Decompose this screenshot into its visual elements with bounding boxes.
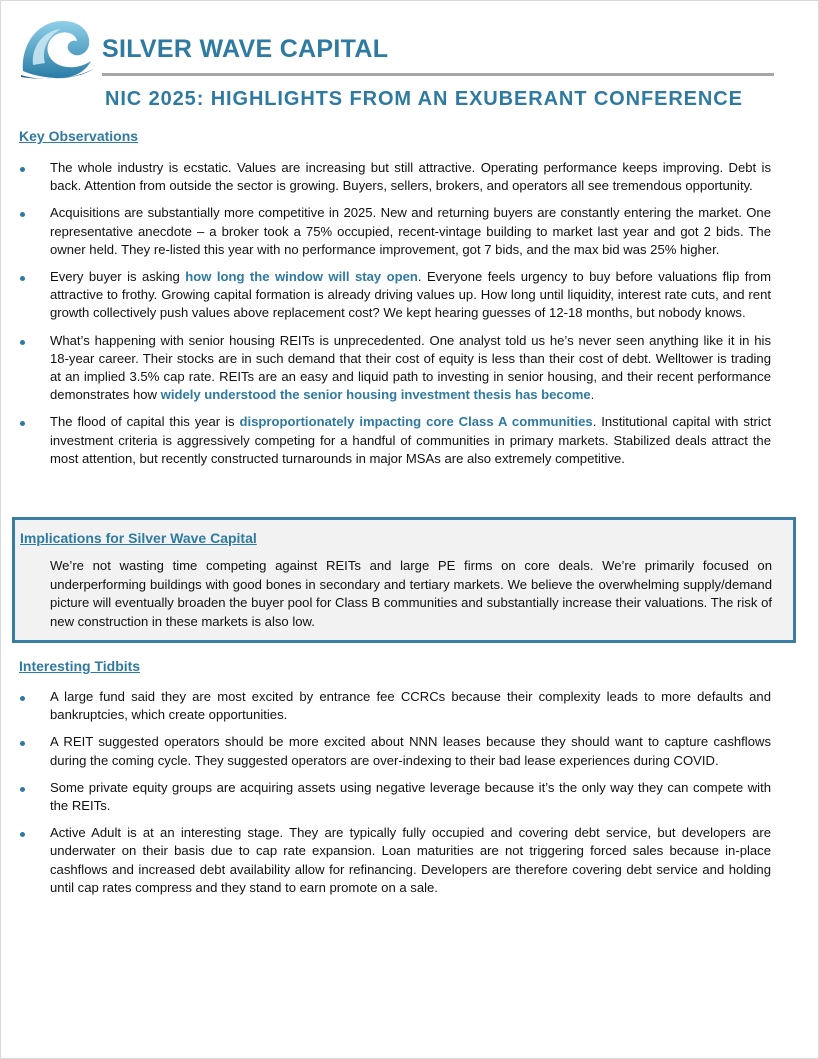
- tidbits-list: [19, 688, 771, 906]
- bullet-text: [50, 332, 771, 405]
- implications-heading: Implications for Silver Wave Capital: [20, 530, 257, 546]
- bullet-icon: [20, 741, 25, 746]
- bullet-text-part: Every buyer is asking: [50, 269, 186, 285]
- bullet-text-part: .: [590, 387, 595, 403]
- bullet-icon: [20, 340, 25, 345]
- bullet-icon: [20, 421, 25, 426]
- list-item: [19, 159, 771, 195]
- bullet-text-part: The flood of capital this year is: [50, 414, 240, 430]
- bullet-text: Acquisitions are substantially more competitive in 2025. New and returning buyers are constantly entering the market. One representative anecdote – a broker took a 75% occupied, recent-vintage building to market last year and got 2 bids. The owner held. They re-listed this year with no performance improvement, got 7 bids, and the max bid was 25% higher.: [50, 205, 771, 257]
- highlight-text: disproportionately impacting core Class A communities: [239, 414, 593, 430]
- implications-callout: [12, 517, 796, 643]
- list-item: [19, 824, 771, 897]
- bullet-text-part: . Everyone feels urgency to buy before valuations flip from attractive to frothy. Growing capital formation is already driving values up. How long until liquidity, interest rate cuts, and rent growth collectively push values above replacement cost? We kept hearing guesses of 12-18 months, but nobody knows.: [50, 269, 771, 321]
- wave-logo-icon: [19, 15, 95, 81]
- bullet-icon: [20, 276, 25, 281]
- document-title: NIC 2025: HIGHLIGHTS FROM AN EXUBERANT CONFERENCE: [105, 88, 743, 110]
- bullet-text: The whole industry is ecstatic. Values are increasing but still attractive. Operating performance keeps improving. Debt is back. Attention from outside the sector is growing. Buyers, sellers, brokers, and operators all see tremendous opportunity.: [50, 160, 771, 194]
- letterhead: [19, 15, 779, 85]
- bullet-icon: [20, 832, 25, 837]
- key-observations-list: [19, 159, 771, 477]
- bullet-text: A REIT suggested operators should be more excited about NNN leases because they should want to capture cashflows during the coming cycle. They suggested operators are over-indexing to their bad lease experiences during COVID.: [50, 734, 771, 768]
- tidbits-heading: Interesting Tidbits: [19, 658, 141, 674]
- bullet-icon: [20, 696, 25, 701]
- bullet-text-part: . Institutional capital with strict investment criteria is aggressively competing for a handful of communities in primary markets. Stabilized deals attract the most attention, but recently constructed turnarounds in major MSAs are also extremely competitive.: [50, 414, 772, 466]
- key-observations-heading: Key Observations: [19, 128, 139, 144]
- list-item: [19, 779, 771, 815]
- list-item: [19, 733, 771, 769]
- list-item: [19, 688, 771, 724]
- bullet-icon: [20, 167, 25, 172]
- bullet-icon: [20, 787, 25, 792]
- bullet-text: Active Adult is at an interesting stage. They are typically fully occupied and covering debt service, but developers are underwater on their basis due to cap rate expansion. Loan maturities are not triggering forced sales because in-place cashflows and increased debt availability allow for refinancing. Developers are therefore covering debt service and holding until cap rates compress and they stand to earn promote on a sale.: [50, 825, 771, 895]
- bullet-icon: [20, 212, 25, 217]
- highlight-text: how long the window will stay open: [185, 269, 418, 285]
- highlight-text: widely understood the senior housing investment thesis has become: [160, 387, 591, 403]
- list-item: [19, 204, 771, 259]
- implications-body: We’re not wasting time competing against REITs and large PE firms on core deals. We’re primarily focused on underperforming buildings with good bones in secondary and tertiary markets. We believe the overwhelming supply/demand picture will eventually broaden the buyer pool for Class B communities and substantially increase their valuations. The risk of new construction in these markets is also low.: [50, 558, 772, 629]
- header-divider: [102, 73, 774, 76]
- company-name: SILVER WAVE CAPITAL: [102, 35, 389, 63]
- list-item: [19, 413, 771, 468]
- bullet-text: Some private equity groups are acquiring assets using negative leverage because it’s the only way they can compete with the REITs.: [50, 779, 771, 814]
- bullet-text: [50, 413, 771, 468]
- list-item: [19, 332, 771, 405]
- bullet-text-part: What’s happening with senior housing REITs is unprecedented. One analyst told us he’s never seen anything like it in his 18-year career. Their stocks are in such demand that their cost of equity is less than their cost of debt. Welltower is trading at an implied 3.5% cap rate. REITs are an easy and liquid path to investing in senior housing, and their recent performance demonstrates how: [50, 332, 771, 403]
- list-item: [19, 268, 771, 323]
- bullet-text: A large fund said they are most excited by entrance fee CCRCs because their complexity leads to more defaults and bankruptcies, which create opportunities.: [50, 689, 771, 723]
- bullet-text: [50, 268, 771, 323]
